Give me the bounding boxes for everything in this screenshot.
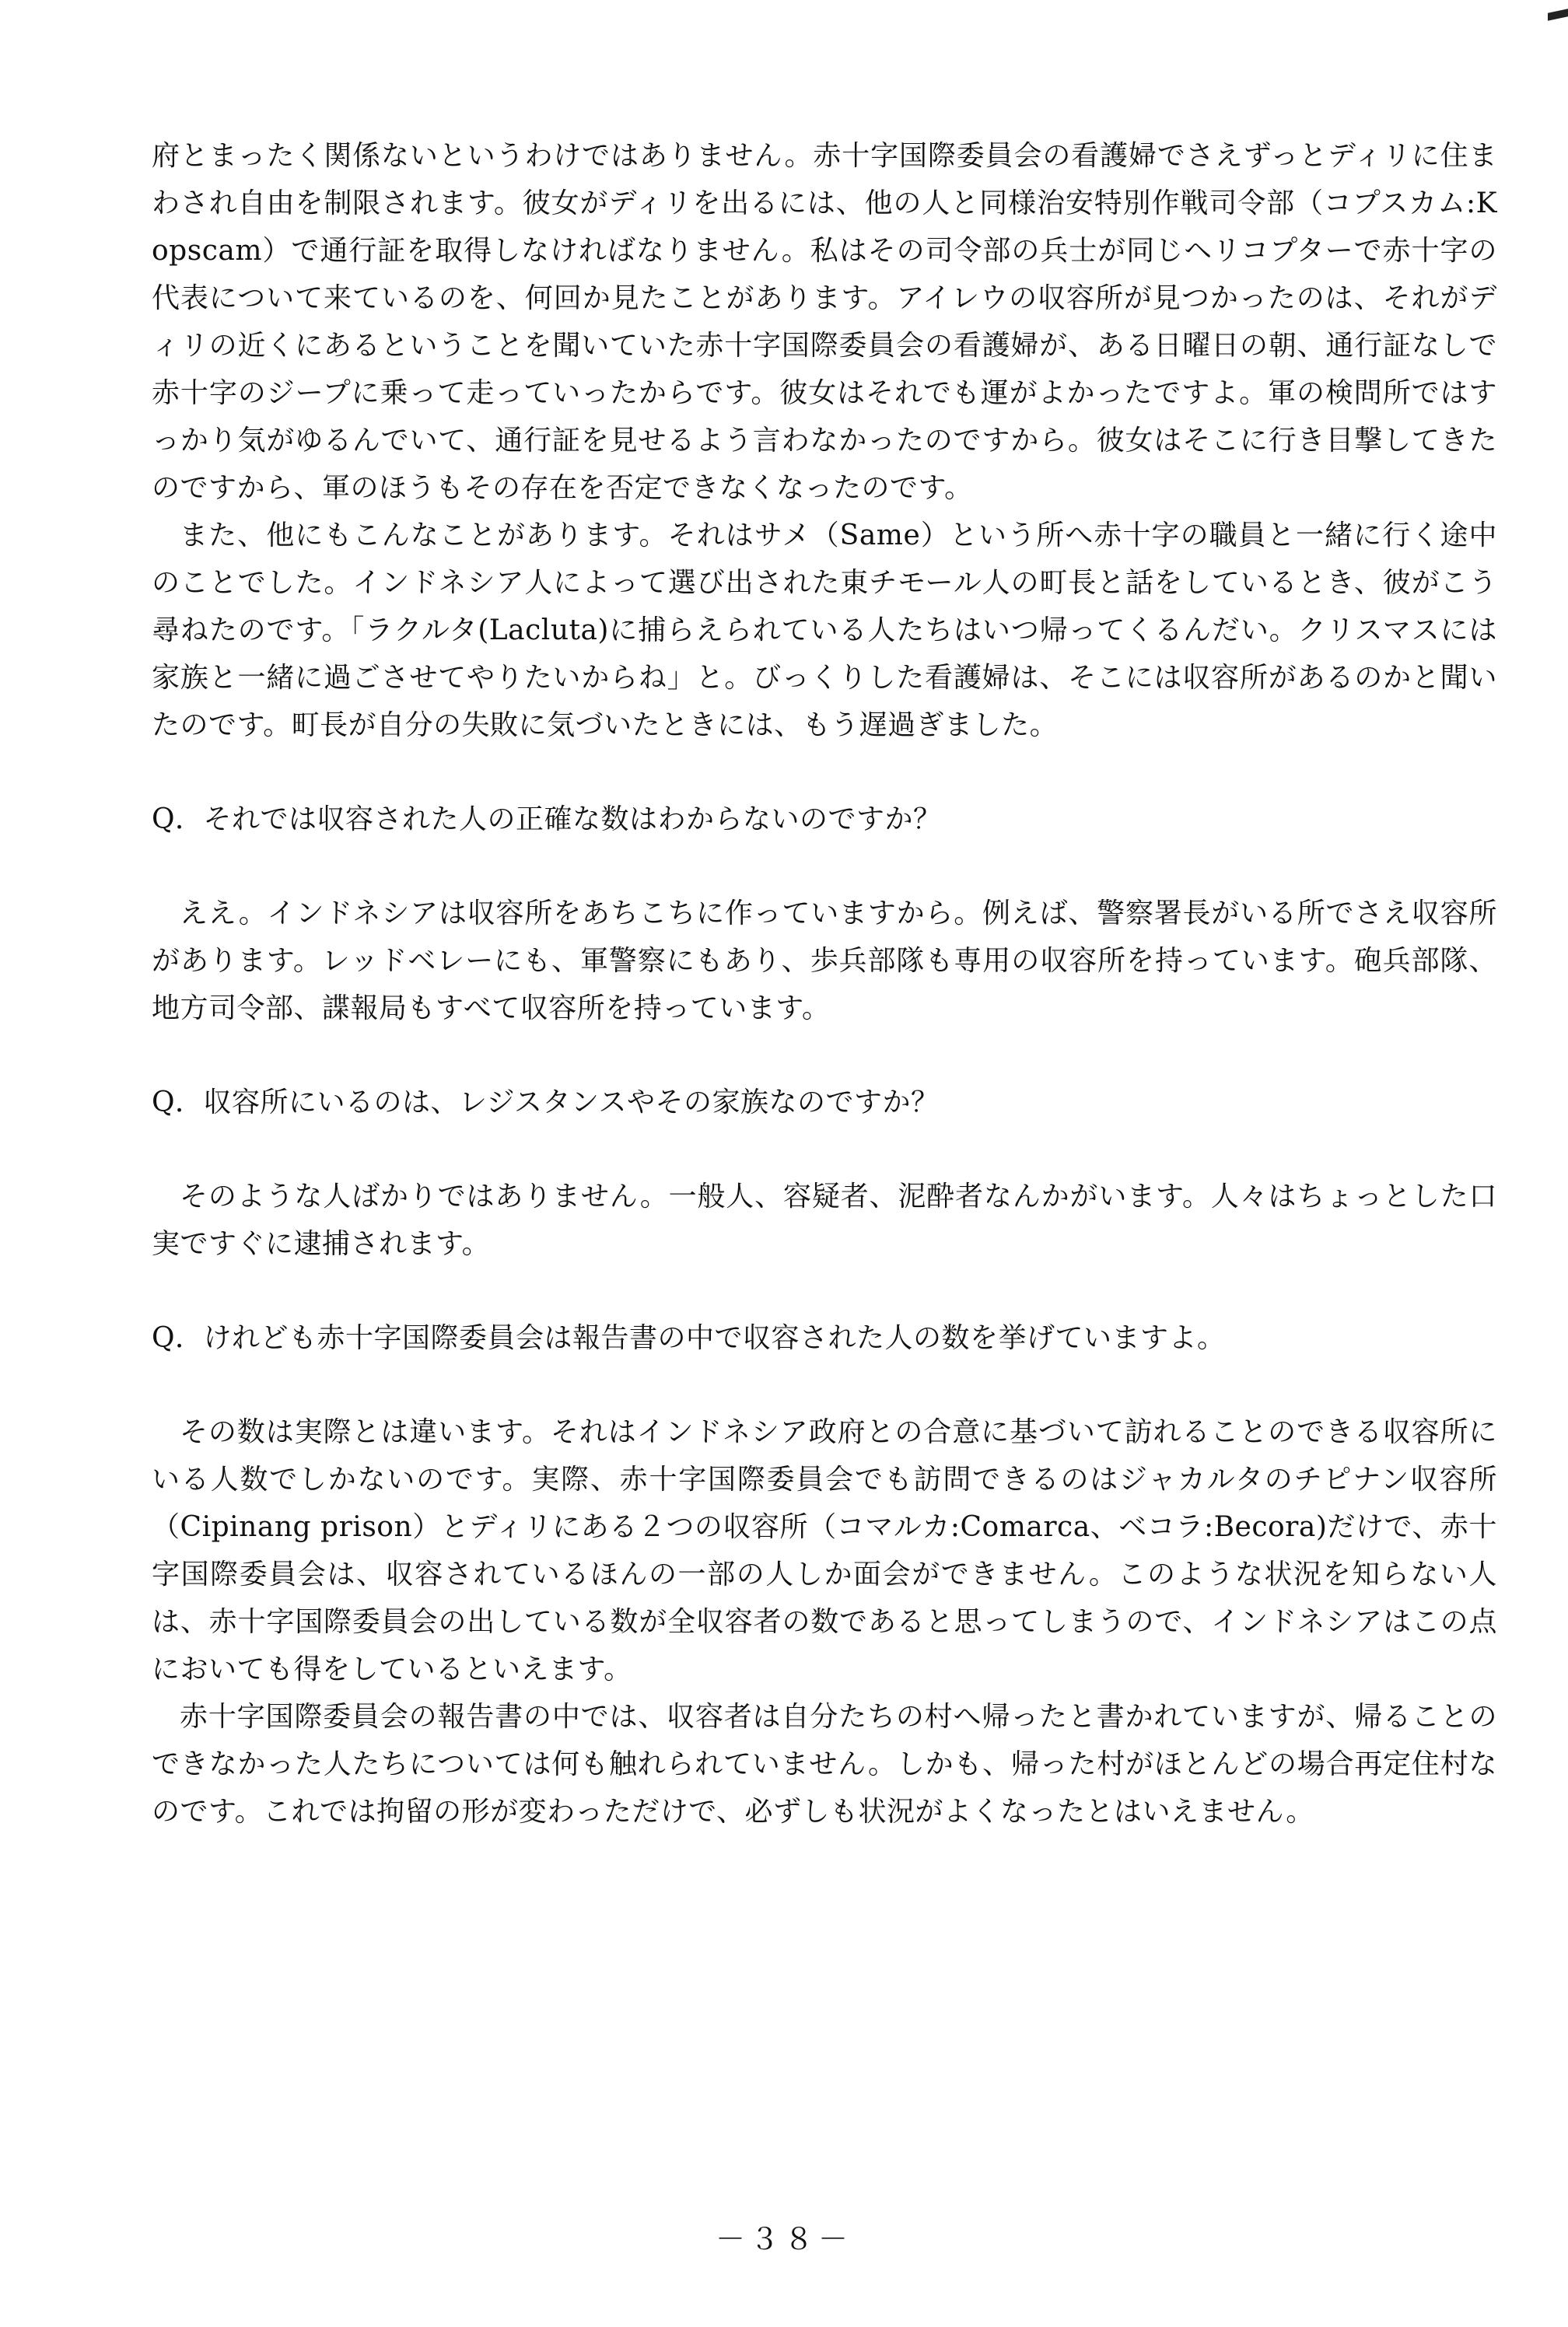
answer-ordinary-people: そのような人ばかりではありません。一般人、容疑者、泥酔者なんかがいます。人々はちょっとした口実ですぐに逮捕されます。 — [152, 1181, 1497, 1260]
paragraph-same-anecdote: また、他にもこんなことがあります。それはサメ（Same）という所へ赤十字の職員と一緒に行く途中のことでした。インドネシア人によって選び出された東チモール人の町長と話をしているとき、彼がこう尋ねたのです。「ラクルタ(Lacluta)に捕らえられている人たちはいつ帰ってくるんだい。クリスマスには家族と一緒に過ごさせてやりたいからね」と。びっくりした看護婦は、そこには収容所があるのかと聞いたのです。町長が自分の失敗に気づいたときには、もう遅過ぎました。 — [152, 520, 1497, 741]
document-body — [152, 132, 1497, 1835]
paragraph-resettlement: 赤十字国際委員会の報告書の中では、収容者は自分たちの村へ帰ったと書かれていますが、帰ることのできなかった人たちについては何も触れられていません。しかも、帰った村がほとんどの場合再定住村なのです。これでは拘留の形が変わっただけで、必ずしも状況がよくなったとはいえません。 — [152, 1701, 1497, 1828]
question-detainee-count: Q．それでは収容された人の正確な数はわからないのですか？ — [152, 803, 942, 835]
answer-icrc-numbers: その数は実際とは違います。それはインドネシア政府との合意に基づいて訪れることのできる収容所にいる人数でしかないのです。実際、赤十字国際委員会でも訪問できるのはジャカルタのチピナン収容所（Cipinang prison）とディリにある２つの収容所（コマルカ:Comarca、ベコラ:Becora)だけで、赤十字国際委員会は、収容されているほんの一部の人しか面会ができません。このような状況を知らない人は、赤十字国際委員会の出している数が全収容者の数であると思ってしまうので、インドネシアはこの点においても得をしているといえます。 — [152, 1416, 1497, 1685]
question-icrc-report: Q．けれども赤十字国際委員会は報告書の中で収容された人の数を挙げていますよ。 — [152, 1322, 1226, 1354]
scan-corner-mark — [1548, 9, 1568, 21]
page-number: －３８－ — [715, 2222, 852, 2256]
answer-camps-everywhere: ええ。インドネシアは収容所をあちこちに作っていますから。例えば、警察署長がいる所でさえ収容所があります。レッドベレーにも、軍警察にもあり、歩兵部隊も専用の収容所を持っています。砲兵部隊、地方司令部、諜報局もすべて収容所を持っています。 — [152, 898, 1497, 1024]
question-who-is-detained: Q．収容所にいるのは、レジスタンスやその家族なのですか？ — [152, 1087, 940, 1118]
paragraph-continued: 府とまったく関係ないというわけではありません。赤十字国際委員会の看護婦でさえずっとディリに住まわされ自由を制限されます。彼女がディリを出るには、他の人と同様治安特別作戦司令部（コプスカム:Kopscam）で通行証を取得しなければなりません。私はその司令部の兵士が同じヘリコプターで赤十字の代表について来ているのを、何回か見たことがあります。アイレウの収容所が見つかったのは、それがディリの近くにあるということを聞いていた赤十字国際委員会の看護婦が、ある日曜日の朝、通行証なしで赤十字のジープに乗って走っていったからです。彼女はそれでも運がよかったですよ。軍の検問所ではすっかり気がゆるんでいて、通行証を見せるよう言わなかったのですから。彼女はそこに行き目撃してきたのですから、軍のほうもその存在を否定できなくなったのです。 — [152, 140, 1497, 504]
